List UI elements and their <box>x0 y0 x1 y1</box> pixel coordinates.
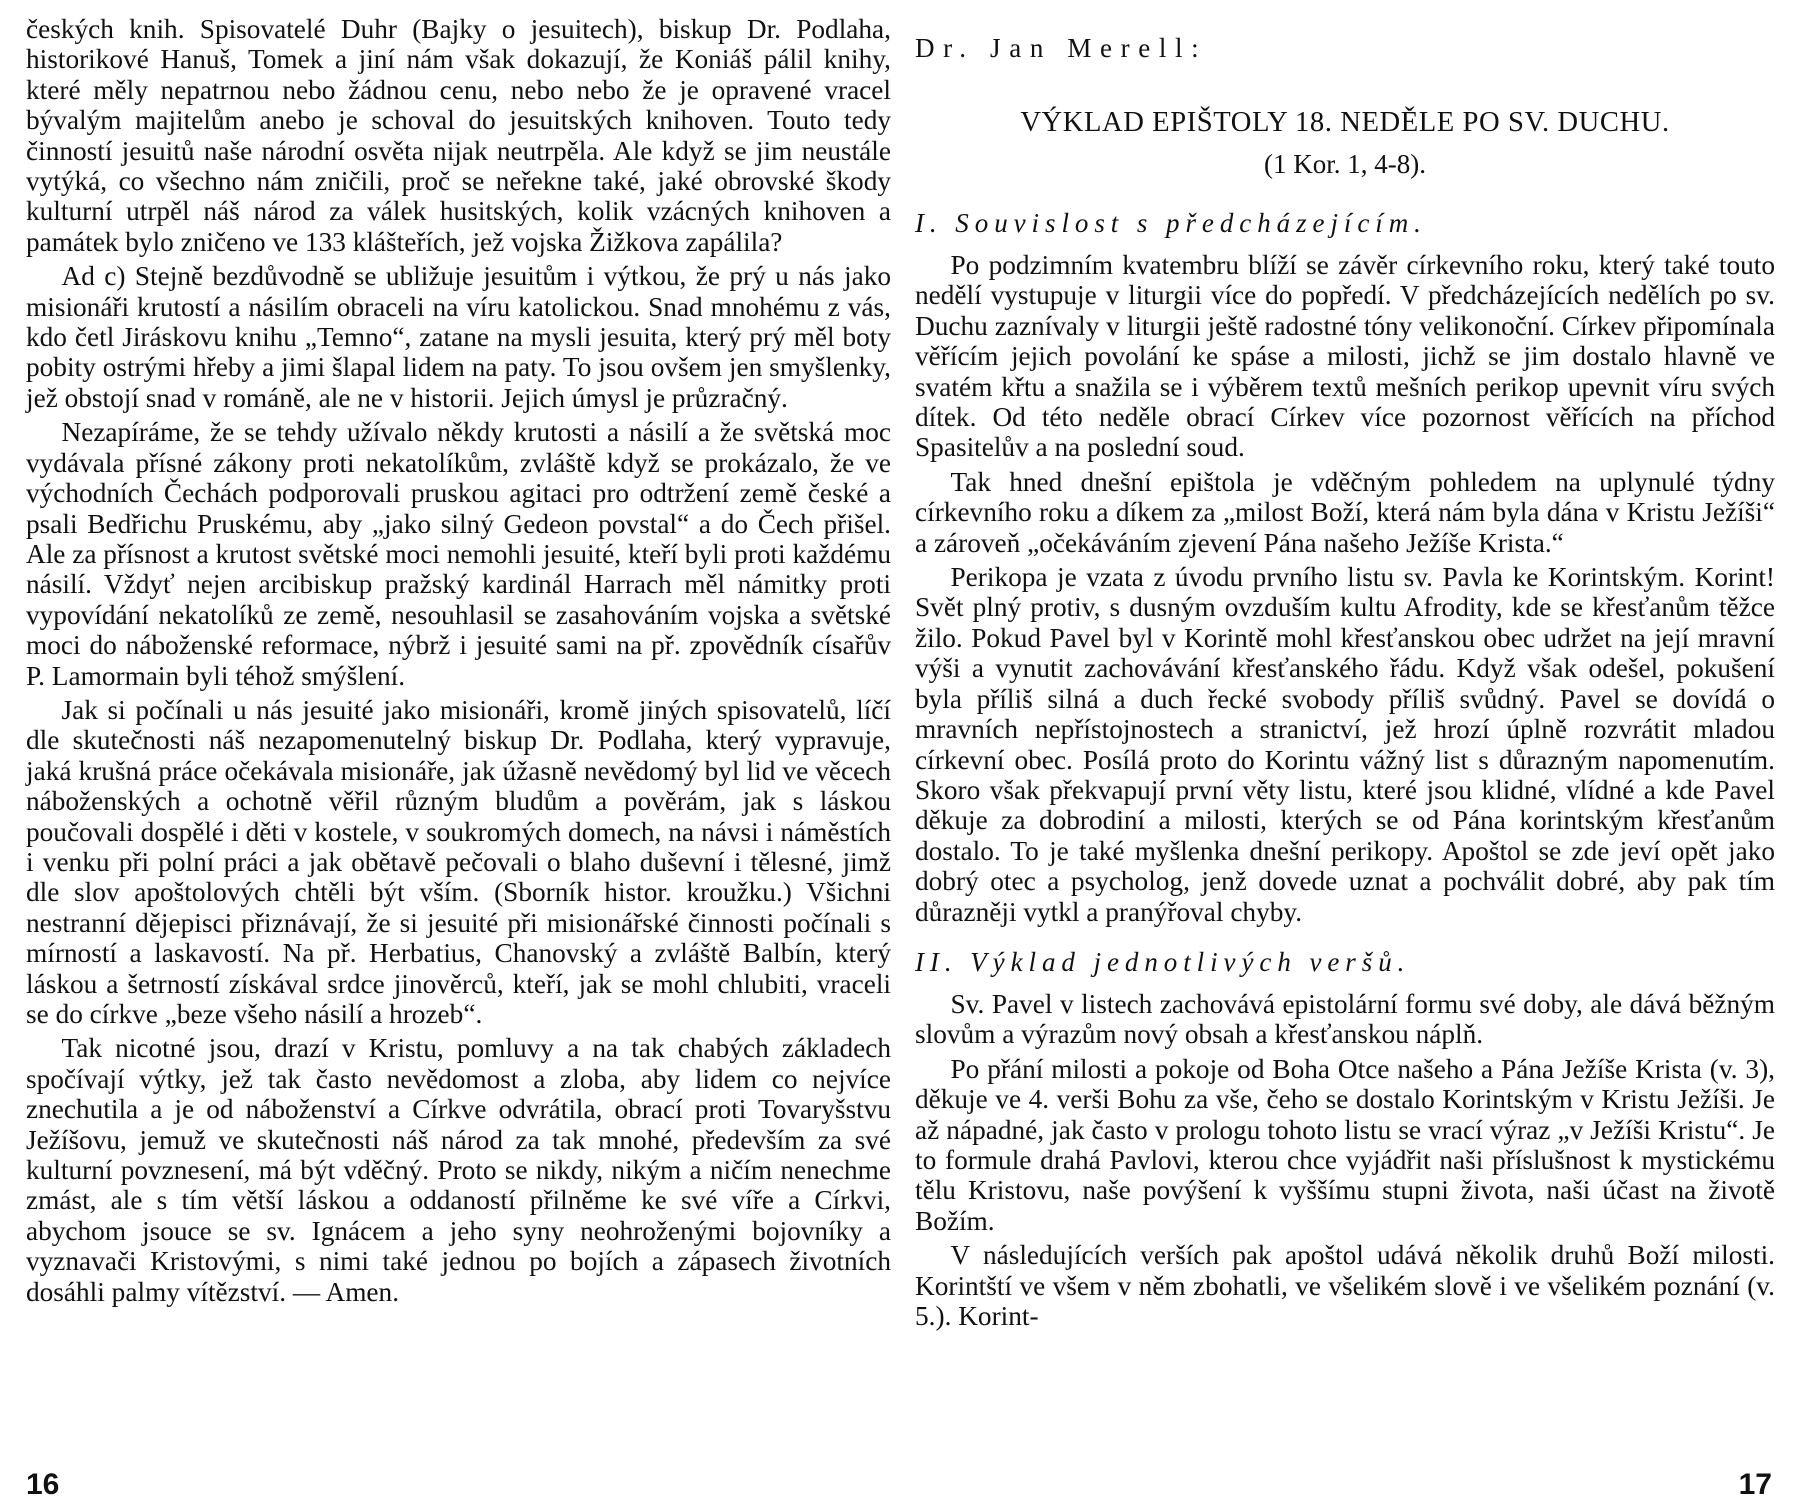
right-paragraph-2: Tak hned dnešní epištola je vděčným pohledem na uplynulé týdny církevního roku a díkem za „milost Boží, která nám byla dána v Kristu Ježíši“ a zároveň „očekáváním zjevení Pána našeho Ježíše Krista.“ <box>915 466 1775 558</box>
left-paragraph-2: Ad c) Stejně bezdůvodně se ubližuje jesuitům i výtkou, že prý u nás jako misionáři krutostí a násilím obraceli na víru katolickou. Snad mnohému z vás, kdo četl Jiráskovu knihu „Temno“, zatane na mysli jesuita, který prý měl boty pobity ostrými hřeby a jimi šlapal lidem na paty. To jsou ovšem jen smyšlenky, jež obstojí snad v románě, ale ne v historii. Jejich úmysl je průzračný. <box>26 261 891 413</box>
right-paragraph-3: Perikopa je vzata z úvodu prvního listu sv. Pavla ke Korintským. Korint! Svět plný protiv, s dusným ovzduším kultu Afrodity, kde se křesťanům těžce žilo. Pokud Pavel byl v Korintě mohl křesťanskou obec udržet na její mravní výši a vynutit zachovávání křesťanského řádu. Když však odešel, pokušení byla příliš silná a duch řecké svobody příliš svůdný. Pavel se dovídá o mravních nepřístojnostech a stranictví, jež hrozí úplně rozvrátit mladou církevní obec. Posílá proto do Korintu vážný list s důrazným napomenutím. Skoro však překvapují první věty listu, které jsou klidné, vlídné a kde Pavel děkuje za dobrodiní a milosti, kterých se od Pána korintským křesťanům dostalo. To je také myšlenka dnešní perikopy. Apoštol se zde jeví opět jako dobrý otec a psycholog, jenž dovede uznat a pochválit dobré, aby pak tím důrazněji vytkl a pranýřoval chyby. <box>915 562 1775 927</box>
right-page <box>915 14 1775 1331</box>
scripture-reference: (1 Kor. 1, 4-8). <box>1264 149 1426 179</box>
left-page <box>26 14 891 1307</box>
left-paragraph-5: Tak nicotné jsou, drazí v Kristu, pomluvy a na tak chabých základech spočívají výtky, jež tak často nevědomost a zloba, aby lidem co nejvíce znechutila a je od náboženství a Církve odvrátila, obrací proti Tovaryšstvu Ježíšovu, jemuž ve skutečnosti náš národ za tak mnohé, především za své kulturní povznesení, má být vděčný. Proto se nikdy, nikým a ničím nenechme zmást, ale s tím větší láskou a oddaností přilněme ke své víře a Církvi, abychom jsouce se sv. Ignácem a jeho syny neohroženými bojovníky a vyznavači Kristovými, s nimi také jednou po bojích a zápasech životních dosáhli palmy vítězství. — Amen. <box>26 1033 891 1307</box>
right-paragraph-5: Po přání milosti a pokoje od Boha Otce našeho a Pána Ježíše Krista (v. 3), děkuje ve 4. verši Bohu za vše, čeho se dostalo Korintským v Kristu Ježíši. Je až nápadné, jak často v prologu tohoto listu se vrací výraz „v Ježíši Kristu“. Je to formule drahá Pavlovi, kterou chce vyjádřit naši příslušnost k mystickému tělu Kristovu, naše povýšení k vyššímu stupni života, naši účast na životě Božím. <box>915 1053 1775 1236</box>
article-title: VÝKLAD EPIŠTOLY 18. NEDĚLE PO SV. DUCHU. <box>1020 107 1670 138</box>
left-paragraph-1: českých knih. Spisovatelé Duhr (Bajky o jesuitech), biskup Dr. Podlaha, historikové Hanuš, Tomek a jiní nám však dokazují, že Koniáš pálil knihy, které měly nepatrnou nebo žádnou cenu, nebo nebo že je opravené vracel bývalým majitelům anebo je schoval do jesuitských knihoven. Touto tedy činností jesuitů naše národní osvěta nijak neutrpěla. Ale když se jim neustále vytýká, co všechno nám zničili, proč se neřekne také, jaké obrovské škody kulturní utrpěl náš národ za válek husitských, kolik vzácných knihoven a památek bylo zničeno ve 133 klášteřích, jež vojska Žižkova zapálila? <box>26 14 891 257</box>
article-author: Dr. Jan Merell: <box>915 33 1208 63</box>
right-page-number: 17 <box>1738 1468 1772 1501</box>
left-paragraph-3: Nezapíráme, že se tehdy užívalo někdy krutosti a násilí a že světská moc vydávala přísné zákony proti nekatolíkům, zvláště když se prokázalo, že ve východních Čechách podporovali pruskou agitaci pro odtržení země české a psali Bedřichu Pruskému, aby „jako silný Gedeon povstal“ a do Čech přišel. Ale za přísnost a krutost světské moci nemohli jesuité, kteří byli proti každému násilí. Vždyť nejen arcibiskup pražský kardinál Harrach měl námitky proti vypovídání nekatolíků ze země, nesouhlasil se zasahováním vojska a světské moci do náboženské reformace, nýbrž i jesuité sami na př. zpovědník císařův P. Lamormain byli téhož smýšlení. <box>26 417 891 691</box>
section-2-heading: II. Výklad jednotlivých veršů. <box>915 946 1411 977</box>
left-paragraph-4: Jak si počínali u nás jesuité jako misionáři, kromě jiných spisovatelů, líčí dle skutečnosti náš nezapomenutelný biskup Dr. Podlaha, který vypravuje, jaká krušná práce očekávala misionáře, jak úžasně nevědomý byl lid ve věcech náboženských a ochotně věřil různým bludům a pověrám, jak s láskou poučovali dospělé i děti v kostele, v soukromých domech, na návsi i náměstích i venku při polní práci a jak obětavě pečovali o blaho duševní i tělesné, jimž dle slov apoštolových chtěli být vším. (Sborník histor. kroužku.) Všichni nestranní dějepisci přiznávají, že si jesuité při misionářské činnosti počínali s mírností a laskavostí. Na př. Herbatius, Chanovský a zvláště Balbín, který láskou a šetrností získával srdce jinověrců, kteří, jak se mohl chlubiti, vraceli se do církve „beze všeho násilí a hrozeb“. <box>26 694 891 1029</box>
right-paragraph-4: Sv. Pavel v listech zachovává epistolární formu své doby, ale dává běžným slovům a výrazům nový obsah a křesťanskou náplň. <box>915 988 1775 1050</box>
right-paragraph-1: Po podzimním kvatembru blíží se závěr církevního roku, který také touto nedělí vystupuje v liturgii více do popředí. V předcházejících nedělích po sv. Duchu zaznívaly v liturgii ještě radostné tóny velikonoční. Církev připomínala věřícím jejich povolání ke spáse a milosti, jichž se jim dostalo hlavně ve svatém křtu a snažila se i výběrem textů mešních perikop upevnit víru svých dítek. Od této neděle obrací Církev více pozornost věřících na příchod Spasitelův a na poslední soud. <box>915 250 1775 463</box>
section-1-heading: I. Souvislost s předcházejícím. <box>915 208 1427 238</box>
right-paragraph-6: V následujících verších pak apoštol udává několik druhů Boží milosti. Korintští ve všem v něm zbohatli, ve všelikém slově i ve všelikém poznání (v. 5.). Korint- <box>915 1240 1775 1331</box>
left-page-number: 16 <box>26 1468 60 1501</box>
